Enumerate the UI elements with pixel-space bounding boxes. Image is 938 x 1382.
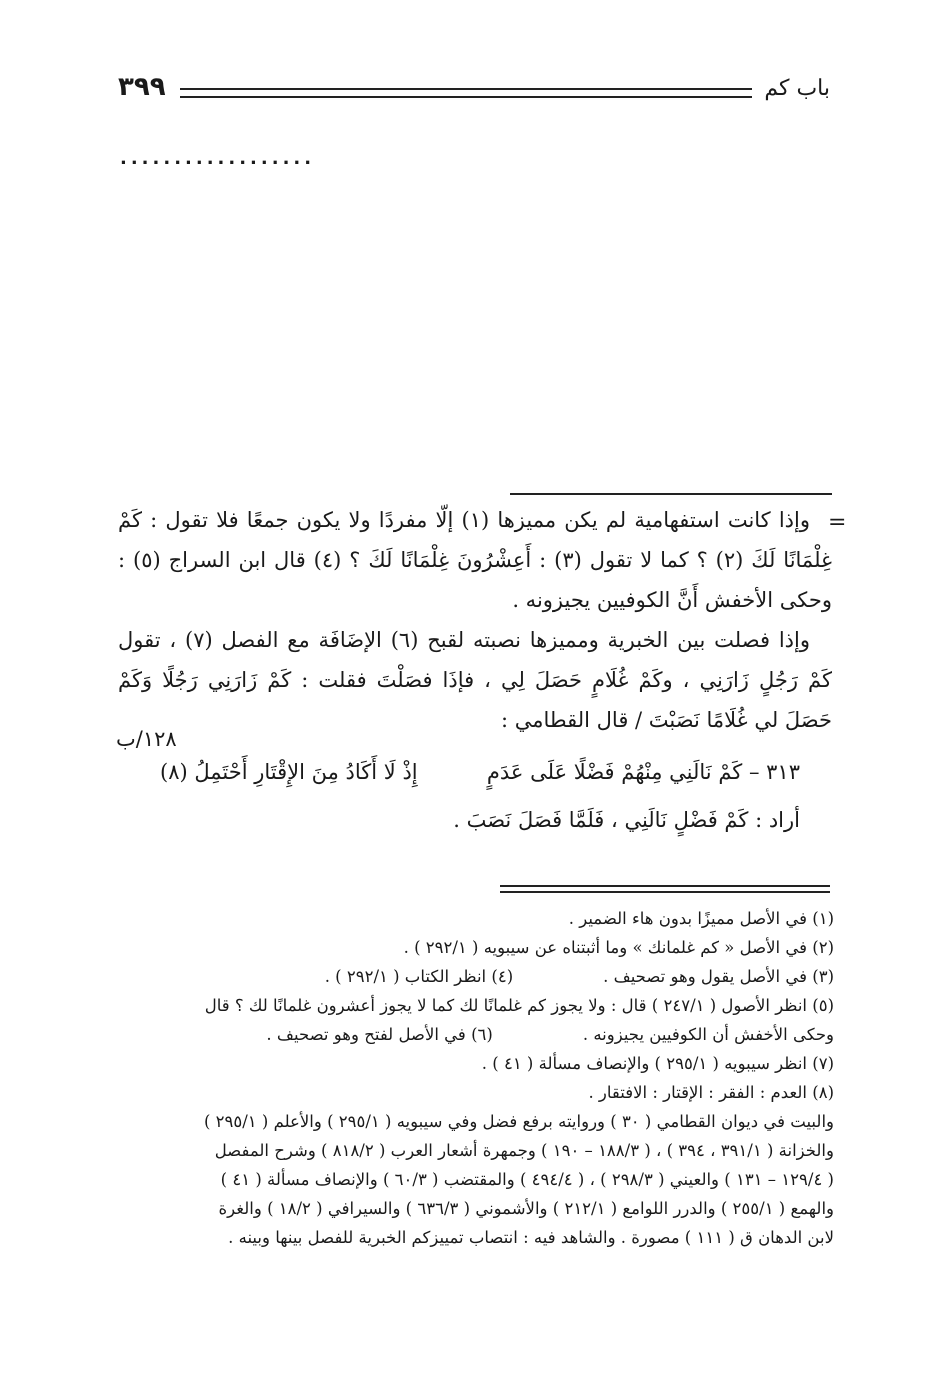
explanation-line: أراد : كَمْ فَضْلٍ نَالَنِي ، فَلَمَّا فَصَلَ نَصَبَ . <box>453 808 800 832</box>
footnote-8-line-4: ( ١٢٩/٤ – ١٣١ ) والعيني ( ٢٩٨/٣ ) ، ( ٤٩٤/٤ ) والمقتضب ( ٦٠/٣ ) والإنصاف مسألة ( ٤١ ) <box>220 1170 834 1189</box>
continuation-rule <box>510 493 832 495</box>
paragraph-2: وإذا فصلت بين الخبرية ومميزها نصبته لقبح (٦) الإضَافَة مع الفصل (٧) ، تقول كَمْ رَجُلٍ زَارَنِي ، وكَمْ غُلَامٍ حَصَلَ لِي ، فإذَا فصَلْتَ فقلت : كَمْ زَارَنِي رَجُلًا وَكَمْ حَصَلَ لي غُلَامًا نَصَبْتَ / قال القطامي : <box>118 628 832 732</box>
footnote-2: (٢) في الأصل « كم غلمانك » وما أثبتناه عن سيبويه ( ٢٩٢/١ ) . <box>403 938 834 957</box>
verse-first-hemistich: ٣١٣ – كَمْ نَالَنِي مِنْهُمْ فَضْلًا عَلَى عَدَمٍ <box>486 760 800 784</box>
footnote-1: (١) في الأصل مميزًا بدون هاء الضمير . <box>568 909 834 928</box>
continuation-mark: = <box>828 510 847 535</box>
footnote-7: (٧) انظر سيبويه ( ٢٩٥/١ ) والإنصاف مسألة ( ٤١ ) . <box>481 1054 834 1073</box>
footnote-4: (٤) انظر الكتاب ( ٢٩٢/١ ) . <box>324 967 514 986</box>
spacer <box>493 1020 583 1049</box>
margin-folio-reference: ١٢٨/ب <box>116 727 177 751</box>
main-text <box>118 500 832 740</box>
separator-dots: .................. <box>120 148 316 169</box>
footnotes-3-4 <box>112 962 834 991</box>
footnote-5-line-1: (٥) انظر الأصول ( ٢٤٧/١ ) قال : ولا يجوز كم غلمانًا لك كما لا يجوز أعشرون غلمانًا لك ؟ قال <box>204 996 834 1015</box>
footnote-5-line-2: وحكى الأخفش أن الكوفيين يجيزونه . <box>582 1025 834 1044</box>
poetry-verse <box>160 760 800 800</box>
footnote-8-line-5: والهمع ( ٢٥٥/١ ) والدرر اللوامع ( ٢١٢/١ ) والأشموني ( ٦٣٦/٣ ) والسيرافي ( ١٨/٢ ) والغرة <box>218 1199 834 1218</box>
footnotes <box>112 904 834 1252</box>
footnote-8-line-1: (٨) العدم : الفقر : الإقتار : الافتقار . <box>588 1083 834 1102</box>
chapter-title: باب كم <box>764 76 830 101</box>
spacer <box>513 962 603 991</box>
footnote-3: (٣) في الأصل يقول وهو تصحيف . <box>603 967 834 986</box>
verse-second-hemistich: إِذْ لَا أَكَادُ مِنَ الإِقْتَارِ أَحْتَمِلُ (٨) <box>160 760 418 784</box>
footnotes-5-6 <box>112 1020 834 1049</box>
footnote-8-line-2: والبيت في ديوان القطامي ( ٣٠ ) وروايته برفع فضل وفي سيبويه ( ٢٩٥/١ ) والأعلم ( ٢٩٥/١ ) <box>203 1112 834 1131</box>
footnote-8-line-6: لابن الدهان ق ( ١١١ ) مصورة . والشاهد فيه : انتصاب تمييزكم الخبرية للفصل بينها وبينه . <box>228 1228 834 1247</box>
footnote-rule <box>500 885 830 893</box>
footnote-6: (٦) في الأصل لفتح وهو تصحيف . <box>266 1025 493 1044</box>
page-header <box>118 72 830 112</box>
footnote-8-line-3: والخزانة ( ٣٩١/١ ، ٣٩٤ ) ، ( ١٨٨/٣ – ١٩٠ ) وجمهرة أشعار العرب ( ٨١٨/٢ ) وشرح المفصل <box>214 1141 834 1160</box>
page-number: ٣٩٩ <box>118 72 166 102</box>
paragraph-1: وإذا كانت استفهامية لم يكن مميزها (١) إلّا مفردًا ولا يكون جمعًا فلا تقول : كَمْ غِلْمَانًا لَكَ (٢) ؟ كما لا تقول (٣) : أَعِشْرُونَ غِلْمَانًا لَكَ ؟ (٤) قال ابن السراج (٥) : وحكى الأخفش أَنَّ الكوفيين يجيزونه . <box>118 508 833 612</box>
header-rule <box>180 88 752 98</box>
